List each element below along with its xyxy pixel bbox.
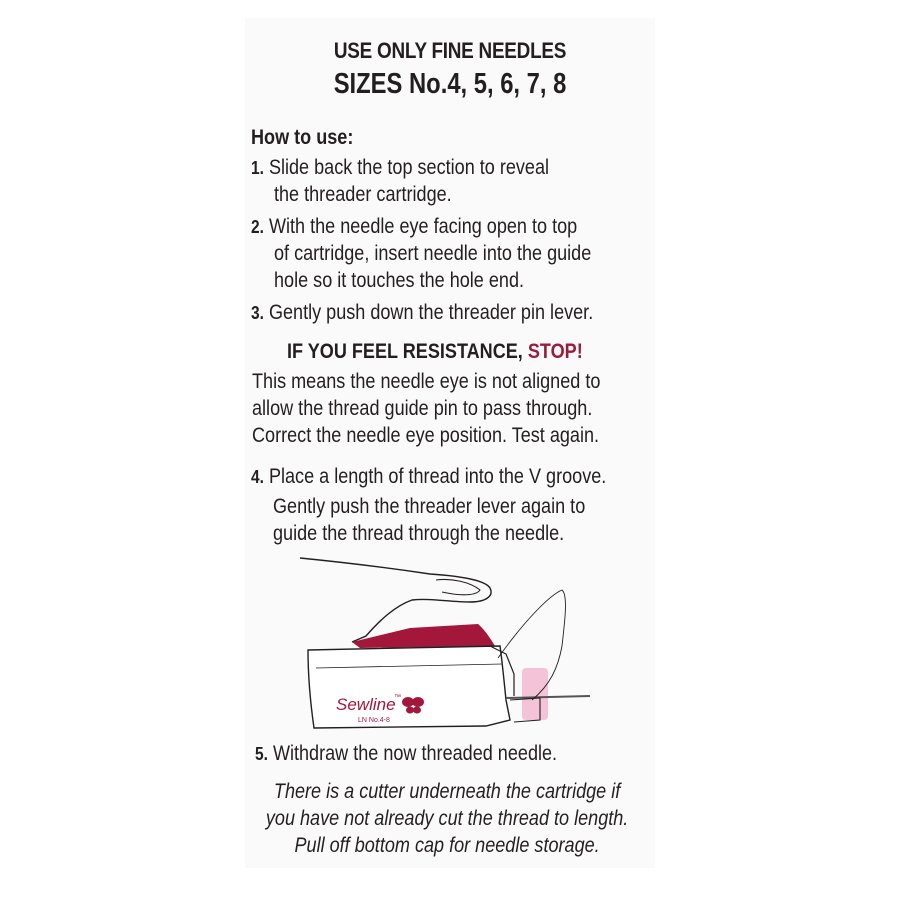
cutter-note-line-3: Pull off bottom cap for needle storage.	[294, 834, 600, 857]
guide-hole-highlight	[522, 668, 548, 720]
needle-sizes-heading: SIZES No.4, 5, 6, 7, 8	[333, 68, 567, 100]
cartridge-body	[308, 646, 510, 728]
stop-label: STOP!	[527, 340, 583, 363]
instruction-card	[245, 18, 655, 868]
threader-illustration	[300, 550, 660, 740]
step-text: Slide back the top section to reveal	[268, 156, 550, 179]
fingernail-outline	[436, 579, 480, 594]
needle-warning-heading: USE ONLY FINE NEEDLES	[333, 38, 567, 63]
step-number: 1.	[251, 158, 264, 178]
cutter-note-line-2: you have not already cut the thread to length.	[265, 807, 629, 830]
step-2	[251, 213, 577, 241]
needle	[506, 696, 590, 698]
warning-prefix: IF YOU FEEL RESISTANCE,	[287, 340, 523, 363]
step-text: Gently push down the threader pin lever.	[268, 301, 594, 324]
step-4	[251, 463, 606, 491]
step-text: Withdraw the now threaded needle.	[272, 742, 558, 765]
model-number: LN No.4-8	[358, 717, 390, 724]
resistance-warning	[287, 338, 583, 365]
how-to-use-title: How to use:	[251, 126, 354, 149]
step-number: 4.	[251, 467, 264, 487]
warning-line-2: allow the thread guide pin to pass through.	[252, 397, 593, 420]
step-text: Place a length of thread into the V groove.	[268, 465, 607, 488]
warning-line-1: This means the needle eye is not aligned to	[252, 370, 601, 393]
warning-line-3: Correct the needle eye position. Test again.	[252, 424, 600, 447]
step-4-line-2: Gently push the threader lever again to	[273, 495, 586, 518]
step-number: 3.	[251, 303, 264, 323]
step-2-line-3: hole so it touches the hole end.	[274, 269, 525, 292]
step-5	[255, 740, 557, 768]
step-1-line-2: the threader cartridge.	[274, 183, 452, 206]
trademark-mark: ™	[394, 694, 401, 701]
step-number: 2.	[251, 217, 264, 237]
step-number: 5.	[255, 744, 268, 764]
step-text: With the needle eye facing open to top	[268, 215, 578, 238]
step-4-line-3: guide the thread through the needle.	[273, 522, 565, 545]
step-2-line-2: of cartridge, insert needle into the guide	[274, 242, 592, 265]
step-1	[251, 154, 549, 182]
cutter-note-line-1: There is a cutter underneath the cartridge if	[273, 780, 621, 803]
step-3	[251, 299, 593, 327]
brand-logo: Sewline	[336, 695, 396, 714]
